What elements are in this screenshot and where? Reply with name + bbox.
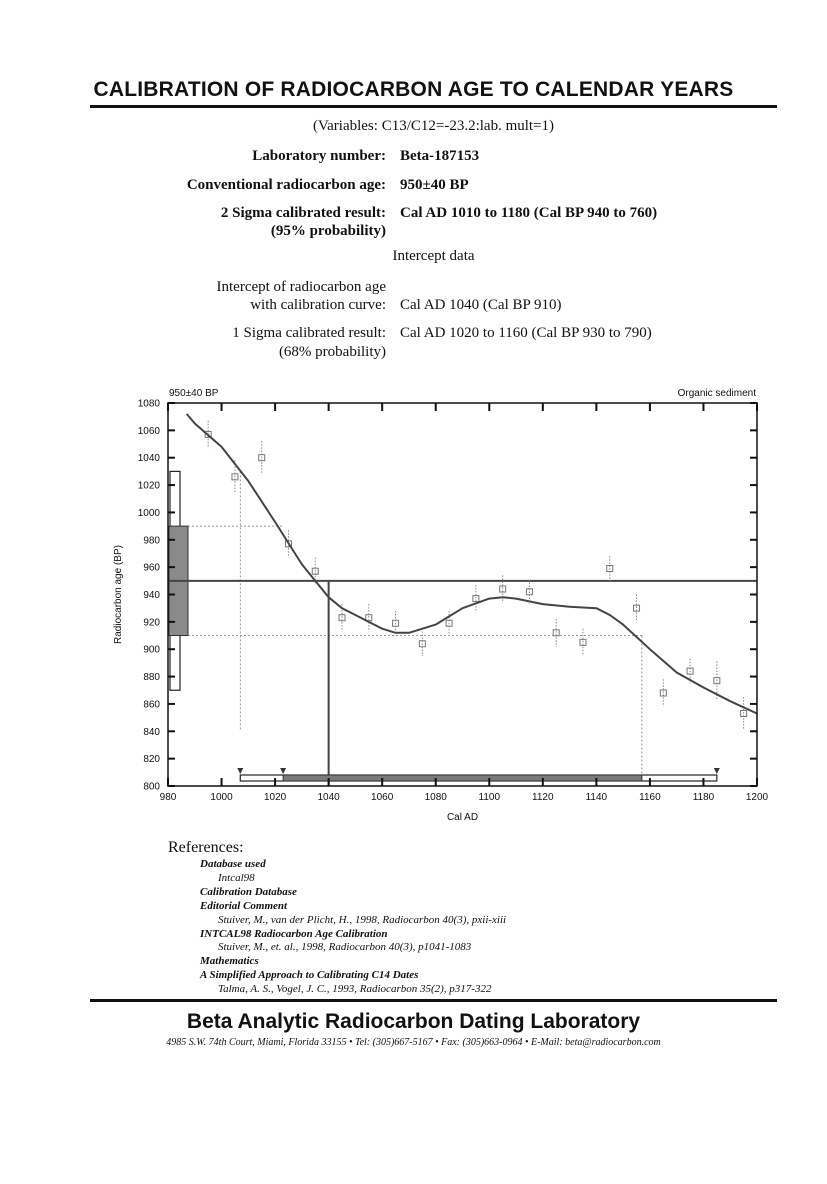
one-sigma-probability-label: (68% probability) — [278, 344, 386, 360]
y-tick-label: 940 — [143, 590, 160, 601]
laboratory-number-label: Laboratory number: — [252, 148, 386, 164]
reference-entry: Stuiver, M., van der Plicht, H., 1998, Radiocarbon 40(3), pxii-xiii — [218, 913, 507, 926]
calibration-curve — [187, 414, 757, 714]
reference-entry: Stuiver, M., et. al., 1998, Radiocarbon 40(3), p1041-1083 — [218, 941, 472, 954]
intercept-label: Intercept of radiocarbon age — [216, 279, 386, 295]
references-list — [168, 858, 506, 997]
plot-frame — [168, 403, 757, 786]
x-tick-label: 1100 — [478, 792, 501, 803]
one-sigma-value: Cal AD 1020 to 1160 (Cal BP 930 to 790) — [400, 325, 652, 341]
two-sigma-probability-label: (95% probability) — [270, 223, 386, 239]
y-tick-label: 900 — [143, 644, 160, 656]
x-tick-label: 1120 — [532, 792, 554, 803]
y-tick-label: 860 — [143, 699, 160, 711]
lab-name: Beta Analytic Radiocarbon Dating Laboratory — [186, 1010, 641, 1033]
reference-heading: A Simplified Approach to Calibrating C14 Dates — [200, 969, 419, 982]
one-sigma-label: 1 Sigma calibrated result: — [232, 325, 386, 341]
intercept-value: Cal AD 1040 (Cal BP 910) — [400, 297, 562, 313]
intercept-label-cont: with calibration curve: — [250, 297, 386, 313]
x-tick-label: 1020 — [263, 792, 287, 803]
x-tick-label: 1140 — [585, 792, 608, 803]
y-axis-label: Radiocarbon age (BP) — [113, 545, 124, 644]
two-sigma-label: 2 Sigma calibrated result: — [220, 205, 386, 221]
x-tick-label: 1000 — [210, 792, 233, 803]
x-tick-label: 1160 — [639, 792, 661, 803]
y-tick-label: 1040 — [137, 453, 160, 465]
x-tick-label: 980 — [159, 792, 177, 803]
reference-entry: Intcal98 — [218, 871, 255, 884]
calibration-chart — [0, 380, 827, 830]
intercept-heading: Intercept data — [392, 248, 475, 264]
lab-address: 4985 S.W. 74th Court, Miami, Florida 33155 • Tel: (305)667-5167 • Fax: (305)663-0964 • E-Mail: beta@radiocarbon.com — [166, 1037, 661, 1048]
y-tick-label: 1060 — [137, 425, 160, 437]
y-tick-label: 840 — [143, 726, 160, 738]
reference-heading: Database used — [200, 858, 266, 870]
x-tick-label: 1200 — [745, 792, 769, 803]
reference-heading: Mathematics — [200, 955, 259, 968]
y-tick-label: 1000 — [137, 507, 160, 519]
range-marker-arrow — [714, 768, 720, 774]
chart-title-left: 950±40 BP — [169, 388, 219, 399]
footer-rule — [90, 999, 777, 1002]
y-tick-label: 920 — [143, 617, 160, 629]
one-sigma-cal-range — [283, 775, 642, 781]
y-tick-label: 880 — [143, 672, 160, 684]
references-heading: References: — [168, 839, 244, 856]
two-sigma-value: Cal AD 1010 to 1180 (Cal BP 940 to 760) — [400, 205, 658, 221]
x-tick-label: 1080 — [424, 792, 447, 803]
references-section — [168, 838, 506, 997]
laboratory-number-value: Beta-187153 — [400, 148, 480, 164]
conventional-age-label: Conventional radiocarbon age: — [186, 177, 386, 193]
report-title: CALIBRATION OF RADIOCARBON AGE TO CALENDAR YEARS — [93, 78, 734, 101]
x-axis-label: Cal AD — [446, 812, 479, 823]
reference-heading: Calibration Database — [200, 885, 297, 898]
y-tick-label: 820 — [143, 754, 160, 766]
reference-entry: Talma, A. S., Vogel, J. C., 1993, Radiocarbon 35(2), p317-322 — [218, 983, 492, 996]
x-tick-label: 1060 — [371, 792, 394, 803]
y-tick-label: 960 — [143, 562, 160, 574]
variables-line: (Variables: C13/C12=-23.2:lab. mult=1) — [312, 118, 555, 134]
x-tick-label: 1040 — [317, 792, 340, 803]
y-tick-label: 1080 — [137, 398, 160, 410]
y-tick-label: 1020 — [137, 480, 160, 492]
reference-heading: INTCAL98 Radiocarbon Age Calibration — [200, 927, 388, 940]
chart-title-right: Organic sediment — [677, 388, 756, 399]
title-rule — [90, 105, 777, 108]
range-marker-arrow — [237, 768, 243, 774]
x-tick-label: 1180 — [692, 792, 715, 803]
reference-heading: Editorial Comment — [200, 899, 288, 912]
conventional-age-value: 950±40 BP — [400, 177, 469, 193]
range-marker-arrow — [280, 768, 286, 774]
y-tick-label: 800 — [143, 781, 160, 793]
y-tick-label: 980 — [143, 535, 160, 547]
